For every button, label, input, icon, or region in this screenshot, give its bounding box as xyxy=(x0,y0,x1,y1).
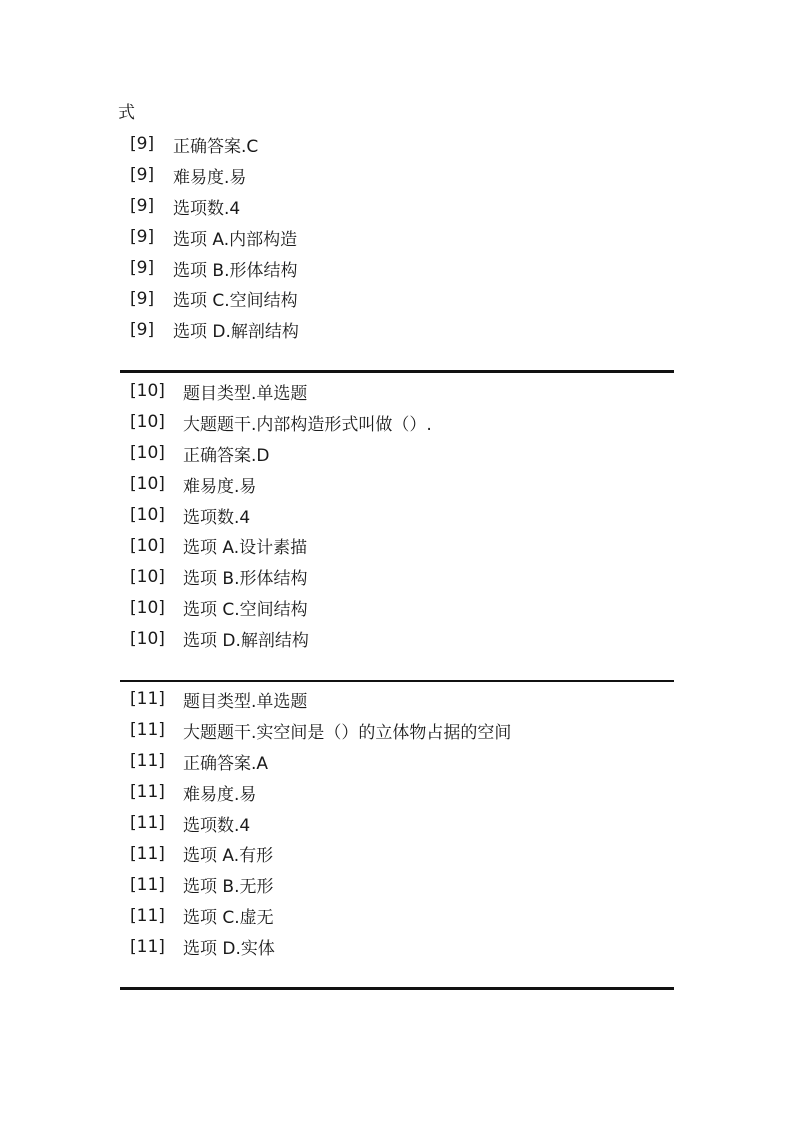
line-text: 选项 D.解剖结构 xyxy=(173,322,299,343)
question-block-9 xyxy=(120,129,673,345)
divider-line xyxy=(120,987,674,990)
continuation-text: 式 xyxy=(118,103,135,123)
line-text: 难易度.易 xyxy=(183,476,257,497)
divider-line xyxy=(120,370,674,373)
line-text: 题目类型.单选题 xyxy=(183,383,308,404)
question-line xyxy=(120,869,673,900)
question-line xyxy=(120,160,673,191)
question-line xyxy=(120,129,673,160)
question-number: [9] xyxy=(130,288,155,309)
question-number: [11] xyxy=(130,751,165,772)
question-line xyxy=(120,222,673,253)
line-text: 正确答案.D xyxy=(183,445,270,466)
question-line xyxy=(120,283,673,314)
question-line xyxy=(120,746,673,777)
question-number: [10] xyxy=(130,628,165,649)
line-text: 题目类型.单选题 xyxy=(183,691,308,712)
question-block-10 xyxy=(120,376,673,654)
question-line xyxy=(120,623,673,654)
question-number: [10] xyxy=(130,566,165,587)
question-number: [10] xyxy=(130,412,165,433)
question-line xyxy=(120,777,673,808)
line-text: 选项 B.无形 xyxy=(183,877,274,898)
line-text: 选项 D.解剖结构 xyxy=(183,631,309,652)
question-number: [9] xyxy=(130,165,155,186)
question-line xyxy=(120,838,673,869)
question-number: [11] xyxy=(130,936,165,957)
question-line xyxy=(120,808,673,839)
question-line xyxy=(120,530,673,561)
question-number: [11] xyxy=(130,782,165,803)
line-text: 正确答案.C xyxy=(173,136,259,157)
line-text: 选项 C.空间结构 xyxy=(183,600,308,621)
line-text: 选项数.4 xyxy=(183,815,251,836)
question-line xyxy=(120,191,673,222)
line-text: 选项数.4 xyxy=(183,507,251,528)
question-number: [11] xyxy=(130,905,165,926)
question-number: [11] xyxy=(130,720,165,741)
question-line xyxy=(120,253,673,284)
line-text: 选项数.4 xyxy=(173,198,241,219)
line-text: 大题题干.内部构造形式叫做（）. xyxy=(183,414,432,435)
line-text: 选项 A.设计素描 xyxy=(183,538,308,559)
question-line xyxy=(120,715,673,746)
line-text: 选项 B.形体结构 xyxy=(173,260,298,281)
question-number: [9] xyxy=(130,258,155,278)
question-number: [10] xyxy=(130,597,165,618)
question-line xyxy=(120,931,673,962)
divider-line xyxy=(120,680,674,682)
question-line xyxy=(120,469,673,500)
line-text: 选项 C.空间结构 xyxy=(173,291,298,312)
question-line xyxy=(120,900,673,931)
question-number: [10] xyxy=(130,505,165,525)
question-line xyxy=(120,314,673,345)
question-line xyxy=(120,407,673,438)
question-number: [10] xyxy=(130,535,165,556)
question-number: [9] xyxy=(130,319,155,340)
question-line xyxy=(120,376,673,407)
line-text: 选项 B.形体结构 xyxy=(183,569,308,590)
line-text: 选项 A.有形 xyxy=(183,846,274,867)
line-text: 选项 A.内部构造 xyxy=(173,229,298,250)
question-line xyxy=(120,561,673,592)
question-line xyxy=(120,592,673,623)
question-line xyxy=(120,438,673,469)
question-number: [9] xyxy=(130,196,155,217)
line-text: 选项 D.实体 xyxy=(183,939,275,960)
question-line xyxy=(120,500,673,531)
question-number: [10] xyxy=(130,443,165,464)
question-number: [11] xyxy=(130,843,165,864)
line-text: 正确答案.A xyxy=(183,753,269,774)
question-block-11 xyxy=(120,684,673,962)
question-number: [9] xyxy=(130,227,155,248)
question-number: [9] xyxy=(130,134,155,155)
question-number: [10] xyxy=(130,381,165,402)
line-text: 选项 C.虚无 xyxy=(183,908,274,929)
question-number: [11] xyxy=(130,874,165,895)
question-line xyxy=(120,684,673,715)
question-number: [11] xyxy=(130,689,165,710)
line-text: 难易度.易 xyxy=(173,167,247,188)
line-text: 大题题干.实空间是（）的立体物占据的空间 xyxy=(183,722,512,743)
line-text: 难易度.易 xyxy=(183,784,257,805)
question-number: [10] xyxy=(130,474,165,495)
question-number: [11] xyxy=(130,813,165,833)
